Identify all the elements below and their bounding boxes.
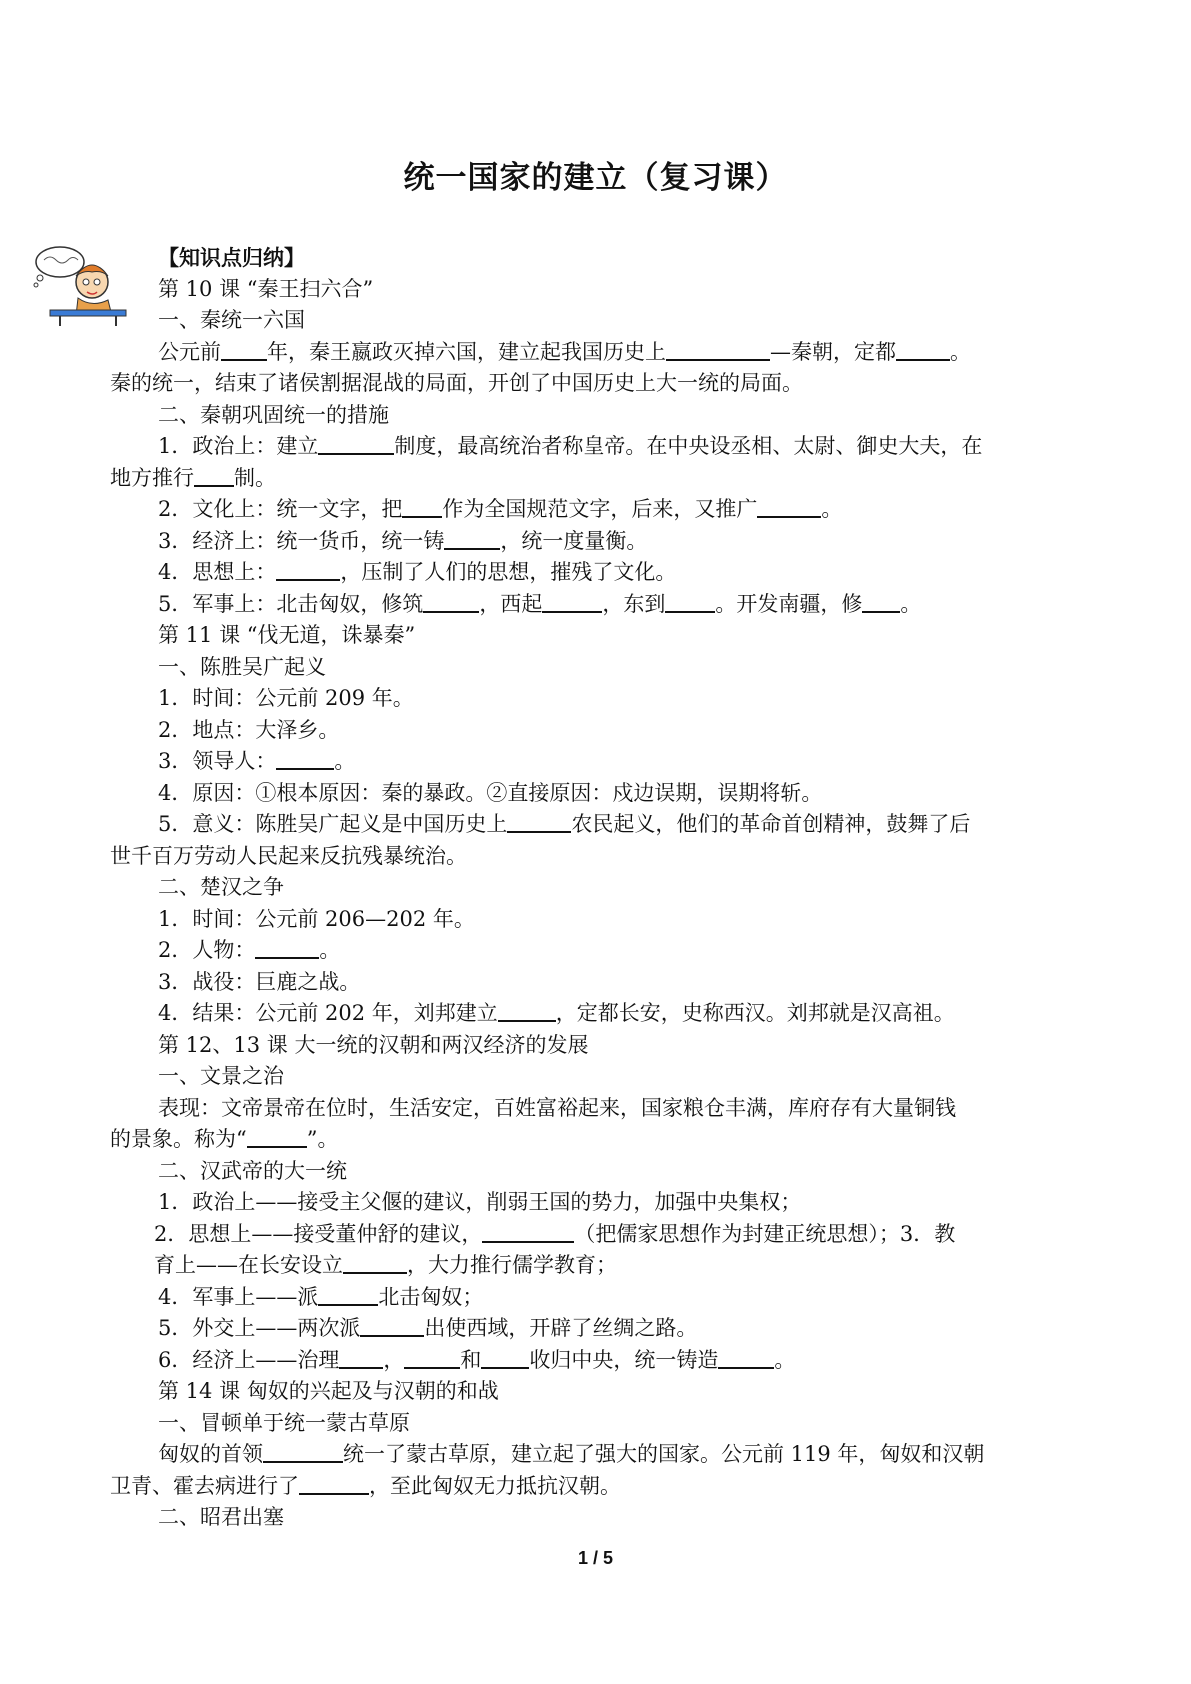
fill-in-blank	[481, 1346, 529, 1369]
fill-in-blank	[276, 558, 340, 581]
line-text: ，至此匈奴无力抵抗汉朝。	[369, 1473, 621, 1498]
text-line	[110, 526, 1095, 558]
text-line	[110, 337, 1095, 369]
text-line	[110, 1061, 1095, 1093]
text-line	[110, 400, 1095, 432]
line-text: 4．结果：公元前 202 年，刘邦建立	[158, 1001, 498, 1025]
line-text: ，大力推行儒学教育；	[407, 1253, 617, 1277]
text-line	[110, 274, 1095, 306]
text-line	[110, 1093, 1095, 1125]
fill-in-blank	[542, 590, 602, 613]
text-line	[110, 935, 1095, 967]
line-text: 二、秦朝巩固统一的措施	[158, 402, 389, 427]
text-line	[110, 1502, 1095, 1534]
text-line	[110, 557, 1095, 589]
line-text: 5．外交上——两次派	[158, 1316, 361, 1340]
line-text: 公元前	[158, 339, 221, 364]
line-text: 1．时间：公元前 206—202 年。	[158, 906, 475, 931]
line-text: 一、陈胜吴广起义	[158, 654, 326, 679]
text-line	[110, 778, 1095, 810]
text-line	[110, 1408, 1095, 1440]
text-line	[110, 1124, 1095, 1156]
fill-in-blank	[404, 1346, 460, 1369]
text-line	[110, 715, 1095, 747]
text-line	[110, 1313, 1095, 1345]
line-text: 3．经济上：统一货币，统一铸	[158, 528, 445, 553]
line-text: 5．军事上：北击匈奴，修筑	[158, 591, 424, 616]
line-text: 4．军事上——派	[158, 1284, 319, 1309]
line-text: 收归中央，统一铸造	[529, 1347, 719, 1372]
text-line	[110, 368, 1095, 400]
line-text: ，东到	[602, 591, 666, 616]
line-text: 出使西域，开辟了丝绸之路。	[424, 1316, 698, 1340]
fill-in-blank	[299, 1472, 369, 1495]
document-body	[110, 242, 1095, 1534]
text-line	[110, 1345, 1095, 1377]
line-text: 育上——在长安设立	[154, 1253, 343, 1277]
text-line	[110, 1282, 1095, 1314]
fill-in-blank	[343, 1251, 407, 1274]
line-text: 二、昭君出塞	[158, 1505, 284, 1529]
text-line	[110, 305, 1095, 337]
text-line	[110, 1156, 1095, 1188]
fill-in-blank	[423, 590, 479, 613]
line-text: 。	[774, 1347, 796, 1372]
text-line	[110, 431, 1095, 463]
text-line	[110, 1219, 1095, 1251]
text-line	[110, 652, 1095, 684]
line-text: 。	[900, 591, 922, 616]
line-text: 第 14 课 匈奴的兴起及与汉朝的和战	[158, 1379, 499, 1403]
line-text: 第 11 课 “伐无道，诛暴秦”	[158, 623, 416, 647]
line-text: 第 12、13 课 大一统的汉朝和两汉经济的发展	[158, 1032, 589, 1057]
fill-in-blank	[263, 1440, 343, 1463]
line-text: ，定都长安，史称西汉。刘邦就是汉高祖。	[555, 1001, 955, 1025]
line-text: 。	[950, 339, 971, 364]
line-text: 表现：文帝景帝在位时，生活安定，百姓富裕起来，国家粮仓丰满，库府存有大量铜钱	[158, 1095, 956, 1120]
line-text: 2．文化上：统一文字，把	[158, 497, 403, 521]
line-text: 制度，最高统治者称皇帝。在中央设丞相、太尉、御史大夫，在	[394, 434, 983, 458]
line-text: 3．领导人：	[158, 749, 277, 773]
line-text: 作为全国规范文字，后来，又推广	[442, 497, 758, 521]
text-line	[110, 1471, 1095, 1503]
line-text: 二、汉武帝的大一统	[158, 1158, 347, 1183]
fill-in-blank	[360, 1314, 424, 1337]
line-text: 卫青、霍去病进行了	[110, 1473, 299, 1498]
line-text: —秦朝，定都	[770, 339, 896, 364]
line-text: 一、秦统一六国	[158, 308, 305, 332]
text-line	[110, 1187, 1095, 1219]
line-text: 地方推行	[110, 465, 194, 490]
line-text: 二、楚汉之争	[158, 875, 284, 899]
fill-in-blank	[444, 527, 500, 550]
line-text: 1．时间：公元前 209 年。	[158, 686, 414, 710]
text-line	[110, 1439, 1095, 1471]
line-text: ，压制了人们的思想，摧残了文化。	[340, 560, 677, 584]
line-text: 。	[821, 497, 843, 521]
fill-in-blank	[482, 1220, 574, 1243]
fill-in-blank	[757, 495, 821, 518]
text-line	[110, 620, 1095, 652]
text-line	[110, 463, 1095, 495]
line-text: 农民起义，他们的革命首创精神，鼓舞了后	[571, 812, 971, 836]
line-text: 北击匈奴；	[378, 1284, 484, 1309]
text-line	[110, 1376, 1095, 1408]
line-text: ，西起	[479, 591, 543, 616]
fill-in-blank	[862, 590, 900, 613]
text-line	[110, 589, 1095, 621]
fill-in-blank	[255, 936, 319, 959]
text-line	[110, 998, 1095, 1030]
line-text: 。	[334, 749, 356, 773]
text-line	[110, 683, 1095, 715]
page-title: 统一国家的建立（复习课）	[403, 160, 788, 196]
line-text: 。	[319, 938, 341, 962]
fill-in-blank	[896, 338, 950, 361]
fill-in-blank	[247, 1125, 307, 1148]
line-text: 秦的统一，结束了诸侯割据混战的局面，开创了中国历史上大一统的局面。	[110, 371, 803, 395]
fill-in-blank	[318, 1283, 378, 1306]
line-text: 。开发南疆，修	[715, 591, 863, 616]
line-text: ”。	[306, 1127, 339, 1151]
fill-in-blank	[276, 747, 334, 770]
line-text: 6．经济上——治理	[158, 1347, 340, 1372]
text-line	[110, 872, 1095, 904]
text-line	[110, 841, 1095, 873]
line-text: 5．意义：陈胜吴广起义是中国历史上	[158, 812, 508, 836]
fill-in-blank	[318, 432, 394, 455]
text-line	[110, 494, 1095, 526]
fill-in-blank	[665, 590, 715, 613]
line-text: 匈奴的首领	[158, 1442, 263, 1466]
line-text: 第 10 课 “秦王扫六合”	[158, 276, 374, 301]
line-text: ，	[383, 1347, 405, 1372]
line-text: 统一了蒙古草原，建立起了强大的国家。公元前 119 年，匈奴和汉朝	[343, 1442, 985, 1466]
text-line	[110, 967, 1095, 999]
fill-in-blank	[194, 464, 234, 487]
line-text: 2．人物：	[158, 938, 256, 962]
line-text: 2．思想上——接受董仲舒的建议，	[154, 1221, 483, 1246]
line-text: （把儒家思想作为封建正统思想）；3．教	[574, 1221, 956, 1246]
line-text: 1．政治上——接受主父偃的建议，削弱王国的势力，加强中央集权；	[158, 1190, 802, 1214]
fill-in-blank	[339, 1346, 383, 1369]
line-text: 年，秦王嬴政灭掉六国，建立起我国历史上	[267, 339, 666, 364]
section-header: 【知识点归纳】	[158, 245, 305, 270]
line-text: 一、冒顿单于统一蒙古草原	[158, 1410, 410, 1435]
line-text: 1．政治上：建立	[158, 434, 319, 458]
text-line	[110, 746, 1095, 778]
text-line	[110, 1030, 1095, 1062]
text-line	[110, 1250, 1095, 1282]
line-text: 制。	[234, 465, 276, 490]
line-text: 2．地点：大泽乡。	[158, 717, 340, 742]
fill-in-blank	[507, 810, 571, 833]
fill-in-blank	[718, 1346, 774, 1369]
line-text: 4．原因：①根本原因：秦的暴政。②直接原因：戍边误期，误期将斩。	[158, 780, 823, 805]
text-line	[110, 809, 1095, 841]
line-text: 一、文景之治	[158, 1064, 284, 1088]
text-line	[110, 904, 1095, 936]
fill-in-blank	[666, 338, 770, 361]
fill-in-blank	[498, 999, 556, 1022]
fill-in-blank	[402, 495, 442, 518]
fill-in-blank	[221, 338, 267, 361]
page-number: 1 / 5	[577, 1548, 614, 1568]
line-text: ，统一度量衡。	[500, 528, 648, 553]
line-text: 3．战役：巨鹿之战。	[158, 969, 361, 994]
line-text: 世千百万劳动人民起来反抗残暴统治。	[110, 843, 467, 868]
line-text: 的景象。称为“	[110, 1127, 247, 1151]
line-text: 4．思想上：	[158, 560, 277, 584]
line-text: 和	[460, 1347, 482, 1372]
